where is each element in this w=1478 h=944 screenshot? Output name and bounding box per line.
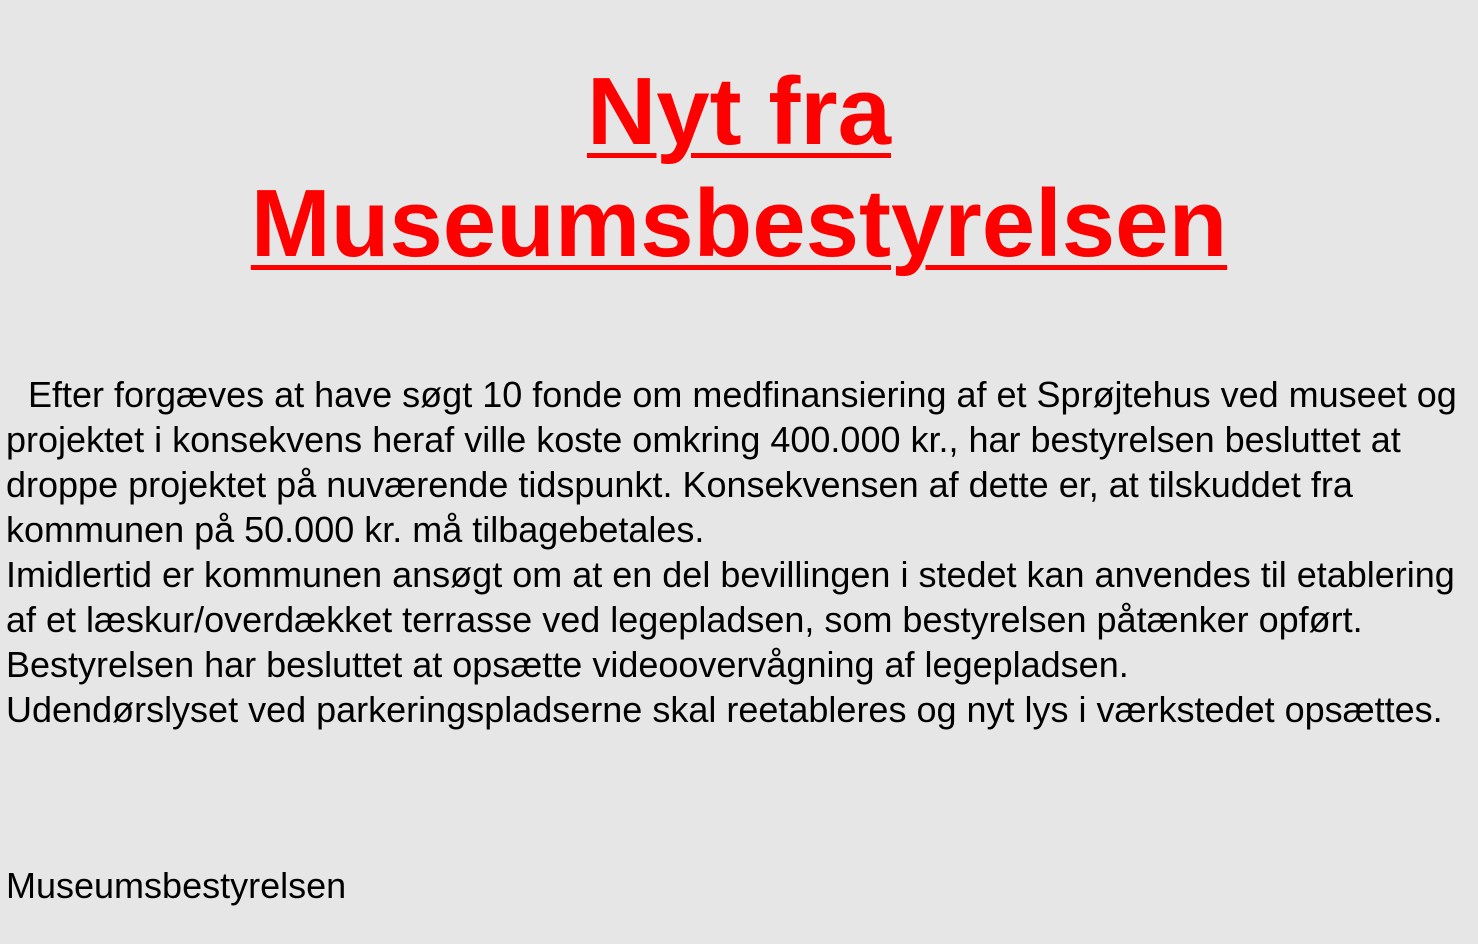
title-line-1: Nyt fra — [586, 58, 892, 165]
paragraph-udendorslys: Udendørslyset ved parkeringspladserne skal reetableres og nyt lys i værkstedet opsættes. — [6, 689, 1443, 730]
page-title — [0, 56, 1478, 280]
title-line-2: Museumsbestyrelsen — [250, 170, 1228, 277]
paragraph-laeskur: Imidlertid er kommunen ansøgt om at en del bevillingen i stedet kan anvendes til etablering af et læskur/overdækket terrasse ved legepladsen, som bestyrelsen påtænker opført. — [6, 554, 1455, 640]
paragraph-videoovervagning: Bestyrelsen har besluttet at opsætte videoovervågning af legepladsen. — [6, 644, 1129, 685]
signature: Museumsbestyrelsen — [6, 865, 347, 906]
paragraph-sprojtehus — [6, 372, 1466, 552]
article-body — [6, 372, 1466, 732]
paragraph-text: Efter forgæves at have søgt 10 fonde om medfinansiering af et Sprøjtehus ved museet og projektet i konsekvens heraf ville koste omkring 400.000 kr., har bestyrelsen besluttet at droppe projektet på nuværende tidspunkt. Konsekvensen af dette er, at tilskuddet fra kommunen på 50.000 kr. må tilbagebetales. — [6, 374, 1457, 550]
